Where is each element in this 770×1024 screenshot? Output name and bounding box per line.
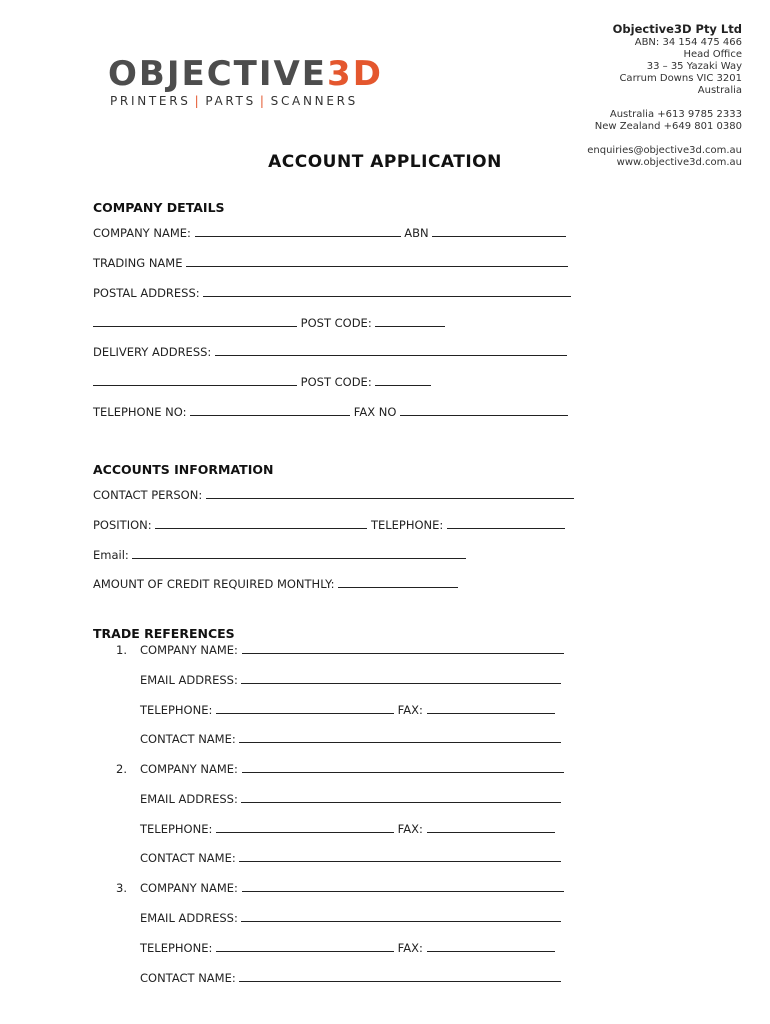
reference-email-field[interactable] <box>241 673 561 684</box>
postal-address-field[interactable] <box>203 286 571 297</box>
contact-person-label: CONTACT PERSON: <box>93 488 203 502</box>
reference-contact-field[interactable] <box>239 851 561 862</box>
reference-fax-field[interactable] <box>427 703 555 714</box>
reference-telephone-label: TELEPHONE: <box>140 703 213 717</box>
page-title <box>0 152 770 172</box>
abn-label: ABN <box>404 226 429 240</box>
reference-telephone-fax-row <box>140 703 555 717</box>
trading-name-label: TRADING NAME <box>93 256 183 270</box>
reference-company-field[interactable] <box>242 881 564 892</box>
reference-company-row <box>140 643 564 657</box>
company-email-link[interactable]: enquiries@objective3d.com.au <box>587 145 742 156</box>
reference-telephone-fax-row <box>140 941 555 955</box>
position-label: POSITION: <box>93 518 152 532</box>
page-title-text: ACCOUNT APPLICATION <box>268 152 502 172</box>
tagline-printers: PRINTERS <box>110 94 191 108</box>
reference-contact-row <box>140 851 561 865</box>
reference-telephone-label: TELEPHONE: <box>140 941 213 955</box>
reference-company-label: COMPANY NAME: <box>140 643 238 657</box>
post-code-label: POST CODE: <box>300 316 372 330</box>
reference-number: 3. <box>116 881 127 895</box>
tagline-separator: | <box>259 94 267 108</box>
company-street: 33 – 35 Yazaki Way <box>646 61 742 72</box>
credit-label: AMOUNT OF CREDIT REQUIRED MONTHLY: <box>93 577 335 591</box>
postal-address-label: POSTAL ADDRESS: <box>93 286 200 300</box>
reference-company-row <box>140 881 564 895</box>
reference-telephone-label: TELEPHONE: <box>140 822 213 836</box>
reference-contact-row <box>140 732 561 746</box>
objective3d-logo <box>108 56 468 112</box>
company-phone-au: Australia +613 9785 2333 <box>609 109 742 120</box>
post-code-label: POST CODE: <box>300 375 372 389</box>
delivery-address-line2-field[interactable] <box>93 375 297 386</box>
reference-number: 1. <box>116 643 127 657</box>
reference-telephone-field[interactable] <box>216 941 394 952</box>
fax-field[interactable] <box>400 405 568 416</box>
reference-email-label: EMAIL ADDRESS: <box>140 673 238 687</box>
logo-text-objective: OBJECTIVE <box>108 54 328 94</box>
reference-email-row <box>140 911 561 925</box>
delivery-address-label: DELIVERY ADDRESS: <box>93 345 212 359</box>
accounts-telephone-field[interactable] <box>447 518 565 529</box>
email-field[interactable] <box>132 548 466 559</box>
telephone-field[interactable] <box>190 405 350 416</box>
tagline-parts: PARTS <box>205 94 256 108</box>
company-country: Australia <box>697 85 742 96</box>
reference-fax-label: FAX: <box>397 941 423 955</box>
position-field[interactable] <box>155 518 367 529</box>
reference-telephone-field[interactable] <box>216 822 394 833</box>
tagline-separator: | <box>194 94 202 108</box>
company-contact-block <box>482 22 742 169</box>
reference-contact-field[interactable] <box>239 732 561 743</box>
contact-person-row <box>93 488 574 502</box>
logo-tagline <box>110 94 358 108</box>
reference-email-field[interactable] <box>241 792 561 803</box>
telephone-label: TELEPHONE NO: <box>93 405 187 419</box>
reference-fax-label: FAX: <box>397 822 423 836</box>
postal-post-code-field[interactable] <box>375 316 445 327</box>
reference-email-row <box>140 673 561 687</box>
accounts-telephone-label: TELEPHONE: <box>370 518 444 532</box>
reference-fax-field[interactable] <box>427 941 555 952</box>
company-phone-nz: New Zealand +649 801 0380 <box>594 121 742 132</box>
company-name-row <box>93 226 566 240</box>
company-website-link[interactable]: www.objective3d.com.au <box>616 157 742 168</box>
company-abn: ABN: 34 154 475 466 <box>634 37 742 48</box>
delivery-address-field[interactable] <box>215 345 567 356</box>
company-suburb: Carrum Downs VIC 3201 <box>619 73 742 84</box>
telephone-fax-row <box>93 405 568 419</box>
reference-contact-row <box>140 971 561 985</box>
delivery-postcode-row <box>93 375 431 389</box>
credit-field[interactable] <box>338 577 458 588</box>
reference-contact-label: CONTACT NAME: <box>140 971 236 985</box>
trading-name-row <box>93 256 568 270</box>
company-name: Objective3D Pty Ltd <box>612 22 742 36</box>
reference-fax-field[interactable] <box>427 822 555 833</box>
company-name-field[interactable] <box>195 226 401 237</box>
reference-company-row <box>140 762 564 776</box>
section-heading-company-details: COMPANY DETAILS <box>93 200 225 215</box>
email-row <box>93 548 466 562</box>
contact-person-field[interactable] <box>206 488 574 499</box>
reference-fax-label: FAX: <box>397 703 423 717</box>
logo-wordmark <box>108 56 383 92</box>
reference-number: 2. <box>116 762 127 776</box>
reference-telephone-field[interactable] <box>216 703 394 714</box>
delivery-address-row <box>93 345 567 359</box>
abn-field[interactable] <box>432 226 566 237</box>
tagline-scanners: SCANNERS <box>270 94 358 108</box>
postal-postcode-row <box>93 316 445 330</box>
reference-email-row <box>140 792 561 806</box>
reference-email-label: EMAIL ADDRESS: <box>140 792 238 806</box>
reference-company-label: COMPANY NAME: <box>140 881 238 895</box>
reference-email-label: EMAIL ADDRESS: <box>140 911 238 925</box>
fax-label: FAX NO <box>353 405 397 419</box>
reference-telephone-fax-row <box>140 822 555 836</box>
delivery-post-code-field[interactable] <box>375 375 431 386</box>
company-office: Head Office <box>683 49 742 60</box>
postal-address-row <box>93 286 571 300</box>
reference-company-field[interactable] <box>242 762 564 773</box>
reference-email-field[interactable] <box>241 911 561 922</box>
reference-contact-field[interactable] <box>239 971 561 982</box>
logo-text-3d: 3D <box>327 54 383 94</box>
reference-company-field[interactable] <box>242 643 564 654</box>
reference-contact-label: CONTACT NAME: <box>140 851 236 865</box>
trading-name-field[interactable] <box>186 256 568 267</box>
email-label: Email: <box>93 548 129 562</box>
credit-row <box>93 577 458 591</box>
postal-address-line2-field[interactable] <box>93 316 297 327</box>
reference-company-label: COMPANY NAME: <box>140 762 238 776</box>
reference-contact-label: CONTACT NAME: <box>140 732 236 746</box>
position-telephone-row <box>93 518 565 532</box>
section-heading-accounts-information: ACCOUNTS INFORMATION <box>93 462 274 477</box>
section-heading-trade-references: TRADE REFERENCES <box>93 626 235 641</box>
company-name-label: COMPANY NAME: <box>93 226 191 240</box>
